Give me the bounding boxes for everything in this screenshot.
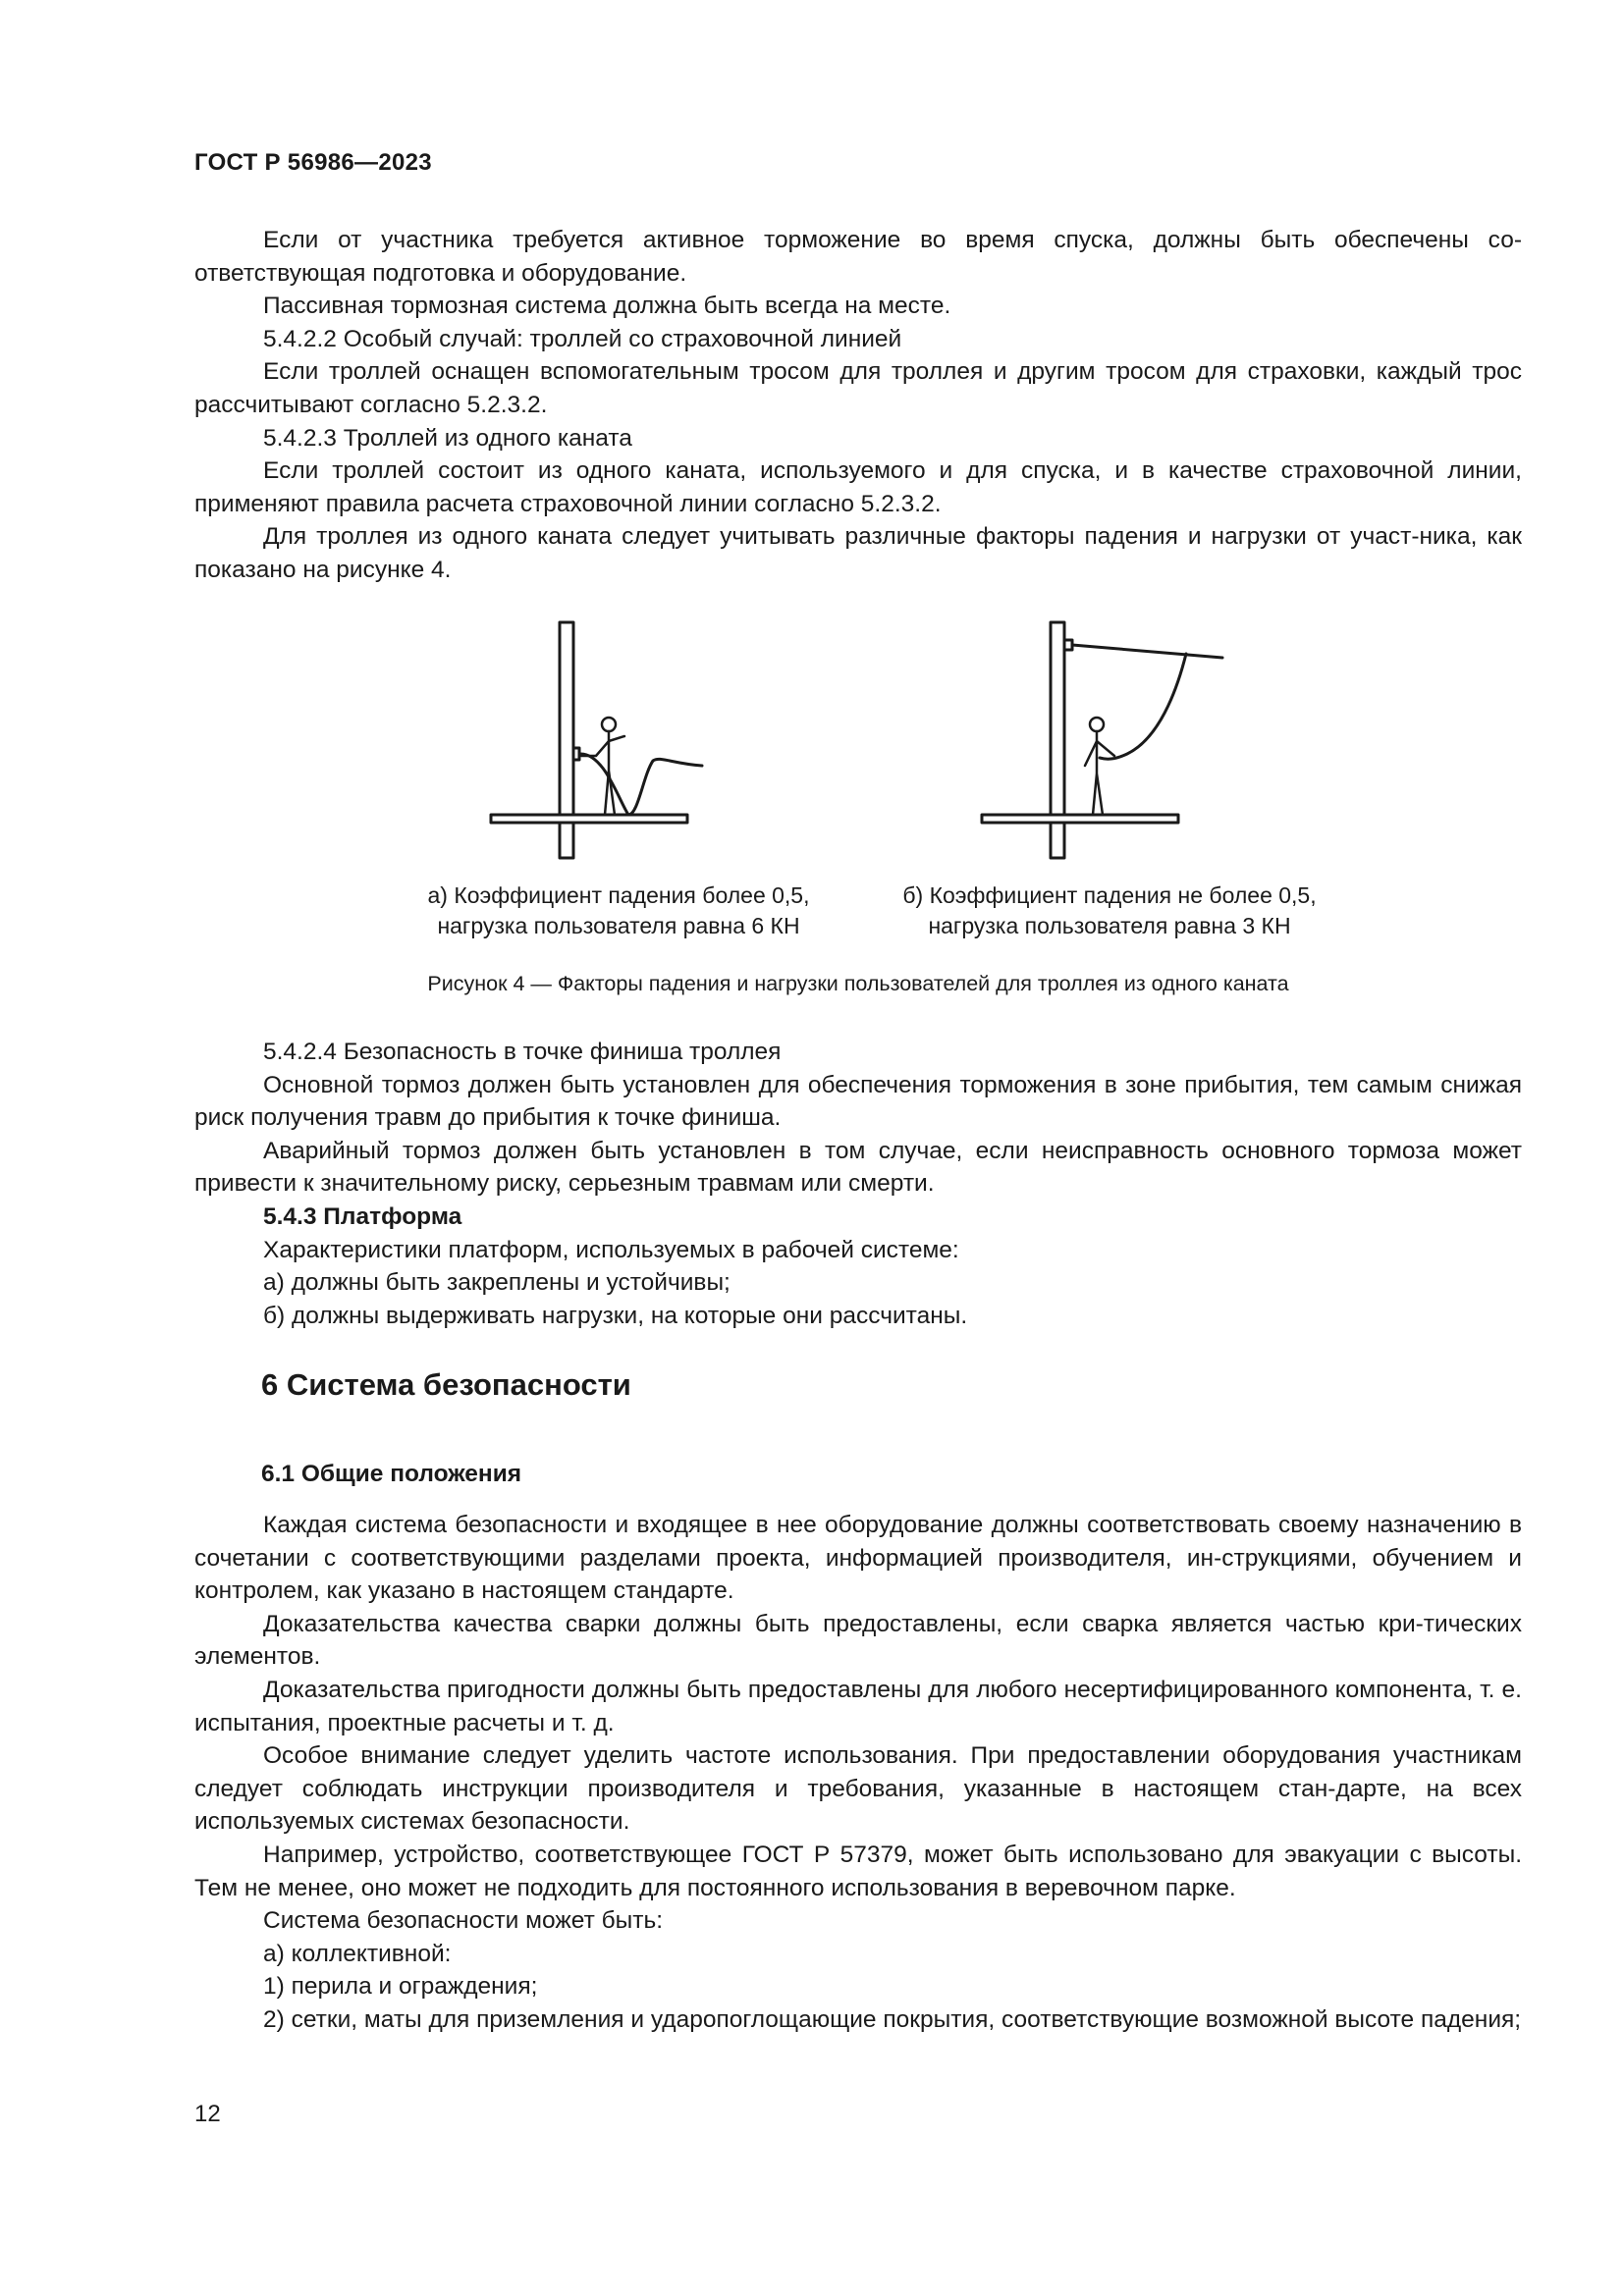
paragraph: Система безопасности может быть: [263,1907,664,1935]
figure-title: Рисунок 4 — Факторы падения и нагрузки пользователей для троллея из одного каната [427,972,1289,995]
list-item: б) должны выдерживать нагрузки, на которые они рассчитаны. [263,1302,968,1329]
rope-a [579,754,702,815]
figure-caption-b [864,881,1355,941]
paragraph: Особое внимание следует уделить частоте использования. При предоставлении оборудования участникам следует соблюдать инструкции производителя и требования, указанные в настоящем стан-дарте, на всех используемых системах безопасности. [194,1742,1522,1836]
subsection-heading: 5.4.3 Платформа [263,1202,462,1230]
paragraph: Пассивная тормозная система должна быть всегда на месте. [263,293,951,320]
figure-4-drawing [471,609,1276,874]
figure-4-illustration [471,609,1276,874]
paragraph: Характеристики платформ, используемых в рабочей системе: [263,1236,959,1263]
page-number: 12 [194,2101,221,2127]
clause-heading: 5.4.2.4 Безопасность в точке финиша троллея [263,1039,782,1065]
platform-b [982,815,1178,823]
paragraph: Аварийный тормоз должен быть установлен в том случае, если неисправность основного тормоза может привести к значительному риску, серьезным травмам или смерти. [194,1137,1522,1198]
paragraph: Доказательства качества сварки должны быть предоставлены, если сварка является частью кри-тических элементов. [194,1610,1522,1671]
paragraph: Каждая система безопасности и входящее в нее оборудование должны соответствовать своему назначению в сочетании с соответствующими разделами проекта, информацией производителя, ин-струкциями, обучением и контролем, как указано в настоящем стандарте. [194,1512,1522,1605]
list-item: а) коллективной: [263,1940,452,1967]
paragraph: Если от участника требуется активное торможение во время спуска, должны быть обеспечены со-ответствующая подготовка и оборудование. [194,227,1522,287]
text-block-3 [194,1509,1522,2037]
document-header: ГОСТ Р 56986—2023 [194,149,432,176]
list-item: а) должны быть закреплены и устойчивы; [263,1269,731,1297]
section-title: 6 Система безопасности [261,1367,631,1402]
paragraph: Если троллей состоит из одного каната, используемого и для спуска, и в качестве страховочной линии, применяют правила расчета страховочной линии согласно 5.2.3.2. [194,457,1522,517]
paragraph: Доказательства пригодности должны быть предоставлены для любого несертифицированного компонента, т. е. испытания, проектные расчеты и т. д. [194,1676,1522,1736]
horizontal-rope-b [1072,645,1222,658]
caption-b-line1: б) Коэффициент падения не более 0,5, [902,882,1317,908]
caption-a-line1: а) Коэффициент падения более 0,5, [427,882,810,908]
platform-a [491,815,687,823]
panel-b-drawing [982,622,1222,858]
clause-heading: 5.4.2.2 Особый случай: троллей со страховочной линией [263,325,902,352]
list-item: 2) сетки, маты для приземления и ударопоглощающие покрытия, соответствующие возможной высоте падения; [263,2005,1522,2033]
figure-caption-a [373,881,864,941]
person-b [1085,718,1114,815]
caption-a-line2: нагрузка пользователя равна 6 КН [437,913,800,938]
lanyard-b [1100,654,1186,759]
text-block-1 [194,224,1522,587]
caption-b-line2: нагрузка пользователя равна 3 КН [928,913,1291,938]
paragraph: Если троллей оснащен вспомогательным тросом для троллея и другим тросом для страховки, каждый трос рассчитывают согласно 5.2.3.2. [194,358,1522,418]
list-item: 1) перила и ограждения; [263,1973,538,2001]
text-block-2 [194,1036,1522,1332]
panel-a-drawing [491,622,702,858]
paragraph: Основной тормоз должен быть установлен для обеспечения торможения в зоне прибытия, тем самым снижая риск получения травм до прибытия к точке финиша. [194,1071,1522,1132]
clause-heading: 5.4.2.3 Троллей из одного каната [263,424,632,452]
subsection-title: 6.1 Общие положения [261,1461,522,1487]
paragraph: Для троллея из одного каната следует учитывать различные факторы падения и нагрузки от участ-ника, как показано на рисунке 4. [194,523,1522,583]
paragraph: Например, устройство, соответствующее ГОСТ Р 57379, может быть использовано для эвакуации с высоты. Тем не менее, оно может не подходить для постоянного использования в веревочном парке. [194,1841,1522,1901]
